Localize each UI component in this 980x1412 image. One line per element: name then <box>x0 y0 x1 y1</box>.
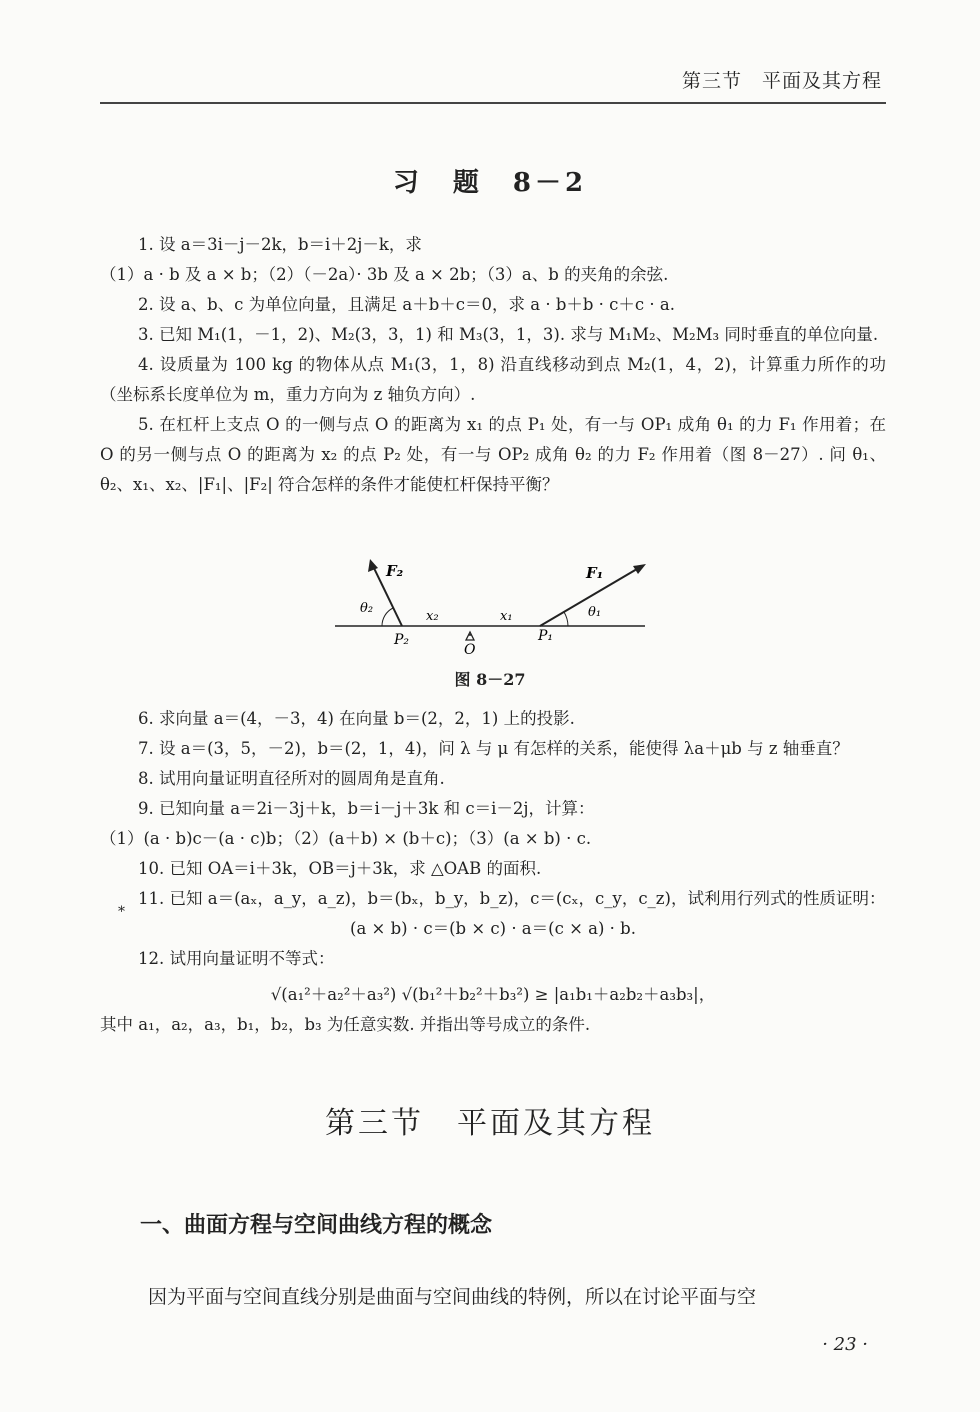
label-x1: x₁ <box>500 609 513 624</box>
page-number: · 23 · <box>822 1334 868 1355</box>
exercise-title: 习 题 8－2 <box>392 168 588 198</box>
exercise-11-formula: (a × b) · c＝(b × c) · a＝(c × a) · b. <box>350 919 636 938</box>
force-f2-arrowhead <box>368 559 378 572</box>
header-title: 第三节 平面及其方程 <box>681 70 882 92</box>
force-f1-arrowhead <box>633 564 646 574</box>
exercise-2: 2. 设 a、b、c 为单位向量，且满足 a＋b＋c＝0，求 a · b＋b · c＋c · a. <box>138 295 675 314</box>
exercise-4: 4. 设质量为 100 kg 的物体从点 M₁(3，1，8) 沿直线移动到点 M₂(1，4，2)，计算重力所作的功（坐标系长度单位为 m，重力方向为 z 轴负方向）. <box>100 355 886 404</box>
section-title: 第三节 平面及其方程 <box>325 1106 655 1141</box>
running-header <box>100 62 886 104</box>
exercise-1: 1. 设 a＝3i－j－2k，b＝i＋2j－k，求 <box>138 235 422 254</box>
exercise-1-parts: （1）a · b 及 a × b；（2）（－2a）· 3b 及 a × 2b；（3）a、b 的夹角的余弦. <box>100 265 669 284</box>
exercise-block-1 <box>100 230 886 500</box>
exercise-12-note: 其中 a₁，a₂，a₃，b₁，b₂，b₃ 为任意实数. 并指出等号成立的条件. <box>100 1015 591 1034</box>
exercise-8: 8. 试用向量证明直径所对的圆周角是直角. <box>138 769 445 788</box>
exercise-5: 5. 在杠杆上支点 O 的一侧与点 O 的距离为 x₁ 的点 P₁ 处，有一与 OP₁ 成角 θ₁ 的力 F₁ 作用着；在 O 的另一侧与点 O 的距离为 x₂ 的点 P₂ 处，有一与 OP₂ 成角 θ₂ 的力 F₂ 作用着（图 8－27）. 问 θ₁、θ₂、x₁、x₂、|F₁|、|F₂| 符合怎样的条件才能使杠杆保持平衡？ <box>100 415 886 494</box>
exercise-10: 10. 已知 OA＝i＋3k，OB＝j＋3k，求 △OAB 的面积. <box>138 859 542 878</box>
optional-star-mark: * <box>118 904 125 920</box>
exercise-11: 11. 已知 a＝(aₓ，a_y，a_z)，b＝(bₓ，b_y，b_z)，c＝(cₓ，c_y，c_z)，试利用行列式的性质证明： <box>138 889 886 908</box>
exercise-3: 3. 已知 M₁(1，－1，2)、M₂(3，3，1) 和 M₃(3，1，3). 求与 M₁M₂、M₂M₃ 同时垂直的单位向量. <box>138 325 879 344</box>
exercise-7: 7. 设 a＝(3，5，－2)，b＝(2，1，4)，问 λ 与 μ 有怎样的关系，能使得 λa＋μb 与 z 轴垂直？ <box>138 739 849 758</box>
body-text-line: 因为平面与空间直线分别是曲面与空间曲线的特例，所以在讨论平面与空 <box>148 1286 757 1308</box>
exercise-block-2 <box>100 704 886 1040</box>
subsection-title: 一、曲面方程与空间曲线方程的概念 <box>140 1213 493 1238</box>
label-f2: F₂ <box>386 562 404 580</box>
label-theta1: θ₁ <box>588 605 602 620</box>
exercise-12-inequality: √(a₁²＋a₂²＋a₃²) √(b₁²＋b₂²＋b₃²) ≥ |a₁b₁＋a₂b₂＋a₃b₃|， <box>270 985 716 1004</box>
angle-theta2-arc <box>382 608 393 626</box>
label-theta2: θ₂ <box>360 601 374 616</box>
figure-caption: 图 8－27 <box>454 670 526 689</box>
lever-figure <box>330 556 650 656</box>
exercise-9: 9. 已知向量 a＝2i－3j＋k，b＝i－j＋3k 和 c＝i－2j，计算： <box>138 799 595 818</box>
exercise-9-parts: （1）(a · b)c－(a · c)b；（2）(a＋b) × (b＋c)；（3）(a × b) · c. <box>100 829 592 848</box>
label-p1: P₁ <box>538 628 554 644</box>
angle-theta1-arc <box>564 612 568 626</box>
exercise-12: 12. 试用向量证明不等式： <box>138 949 335 968</box>
label-p2: P₂ <box>394 632 410 648</box>
exercise-6: 6. 求向量 a＝(4，－3，4) 在向量 b＝(2，2，1) 上的投影. <box>138 709 575 728</box>
label-f1: F₁ <box>586 564 604 582</box>
label-o: O <box>464 642 476 656</box>
label-x2: x₂ <box>426 609 439 624</box>
